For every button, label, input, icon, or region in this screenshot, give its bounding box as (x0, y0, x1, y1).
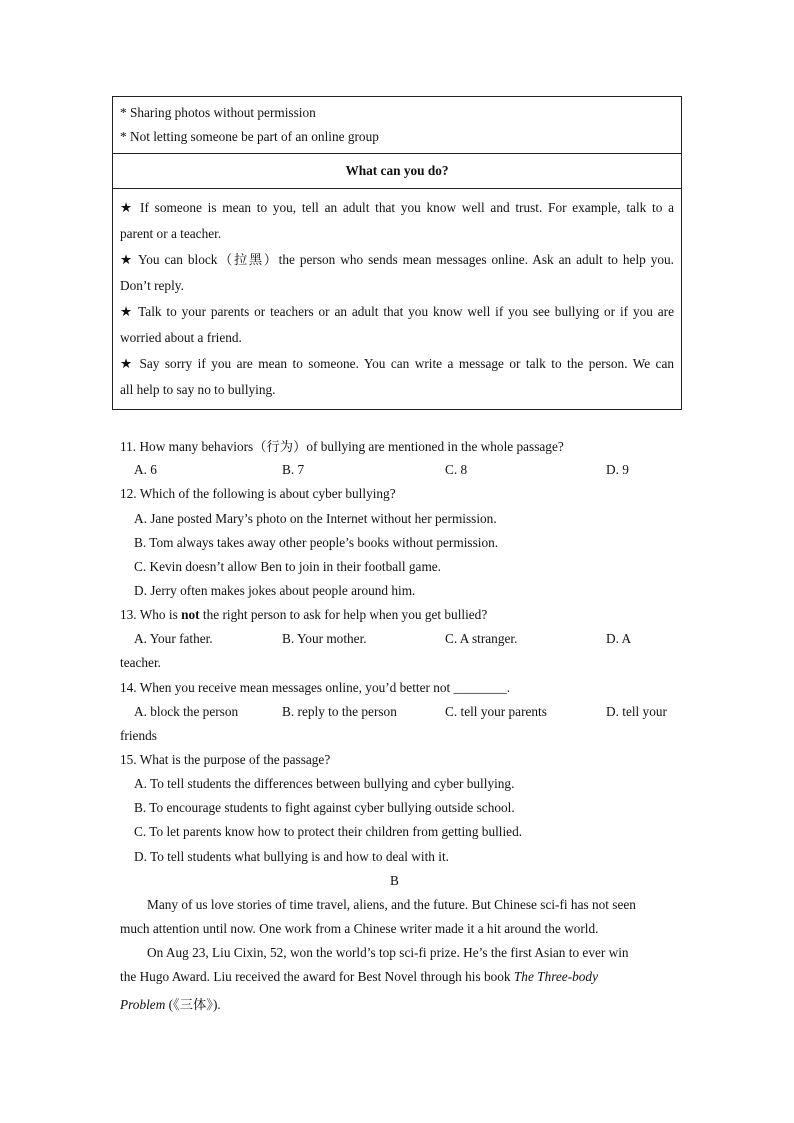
passage-line: Many of us love stories of time travel, aliens, and the future. But Chinese sci-fi has not seen (147, 897, 636, 912)
q12-option-c: C. Kevin doesn’t allow Ben to join in their football game. (134, 559, 442, 574)
q13-option-a: A. Your father. (134, 631, 213, 646)
q15-option-d: D. To tell students what bullying is and how to deal with it. (134, 849, 449, 864)
q13-option-d-wrap: teacher. (120, 655, 161, 670)
tip-line: ★ Talk to your parents or teachers or an adult that you know well if you see bullying or if you are (120, 304, 674, 319)
tip-line: ★ You can block（拉黑）the person who sends mean messages online. Ask an adult to help you. (120, 252, 674, 267)
tip-line: all help to say no to bullying. (120, 382, 276, 397)
passage-line (120, 969, 598, 985)
question-15-stem: 15. What is the purpose of the passage? (120, 752, 331, 767)
q12-option-d: D. Jerry often makes jokes about people around him. (134, 583, 416, 598)
tip-line: ★ Say sorry if you are mean to someone. You can write a message or talk to the person. We can (120, 356, 674, 371)
book-title: The Three-body (513, 969, 598, 984)
question-12-stem: 12. Which of the following is about cyber bullying? (120, 486, 396, 501)
passage-line: much attention until now. One work from a Chinese writer made it a hit around the world. (120, 921, 599, 936)
info-table (112, 96, 682, 410)
q11-option-c: C. 8 (445, 462, 468, 477)
q11-option-a: A. 6 (134, 462, 157, 477)
example-line: * Sharing photos without permission (120, 105, 316, 120)
book-title: Problem (120, 997, 166, 1012)
q12-option-a: A. Jane posted Mary’s photo on the Internet without her permission. (134, 511, 497, 526)
q13-option-c: C. A stranger. (445, 631, 518, 646)
q13-stem-start: 13. Who is (120, 607, 182, 622)
q11-option-b: B. 7 (282, 462, 305, 477)
tip-line: worried about a friend. (120, 330, 242, 345)
table-header: What can you do? (113, 154, 681, 189)
q14-option-b: B. reply to the person (282, 704, 397, 719)
passage-line (120, 994, 221, 1013)
bullying-examples (113, 97, 681, 154)
q15-option-b: B. To encourage students to fight against cyber bullying outside school. (134, 800, 515, 815)
question-14-stem: 14. When you receive mean messages online, you’d better not ________. (120, 680, 511, 695)
q14-option-c: C. tell your parents (445, 704, 547, 719)
passage-line: On Aug 23, Liu Cixin, 52, won the world’s top sci-fi prize. He’s the first Asian to ever win (147, 945, 629, 960)
q13-option-b: B. Your mother. (282, 631, 367, 646)
q14-option-d-wrap: friends (120, 728, 157, 743)
tip-line: ★ If someone is mean to you, tell an adult that you know well and trust. For example, talk to a (120, 200, 674, 215)
q15-option-c: C. To let parents know how to protect their children from getting bullied. (134, 824, 523, 839)
q14-option-a: A. block the person (134, 704, 239, 719)
tips-section (113, 189, 681, 409)
q11-option-d: D. 9 (606, 462, 629, 477)
q15-option-a: A. To tell students the differences between bullying and cyber bullying. (134, 776, 515, 791)
q13-stem-emphasis: not (181, 607, 200, 622)
q13-option-d: D. A (606, 631, 632, 646)
question-11-stem: 11. How many behaviors（行为）of bullying are mentioned in the whole passage? (120, 439, 564, 454)
passage-text: (《三体》). (165, 997, 221, 1012)
q13-stem-end: the right person to ask for help when you get bullied? (199, 607, 488, 622)
question-13-stem (120, 607, 672, 623)
example-line: * Not letting someone be part of an online group (120, 129, 379, 144)
tip-line: parent or a teacher. (120, 226, 222, 241)
passage-label: B (390, 873, 399, 888)
q14-option-d: D. tell your (606, 704, 667, 719)
tip-line: Don’t reply. (120, 278, 184, 293)
passage-text: the Hugo Award. Liu received the award for Best Novel through his book (120, 969, 514, 984)
q12-option-b: B. Tom always takes away other people’s books without permission. (134, 535, 499, 550)
